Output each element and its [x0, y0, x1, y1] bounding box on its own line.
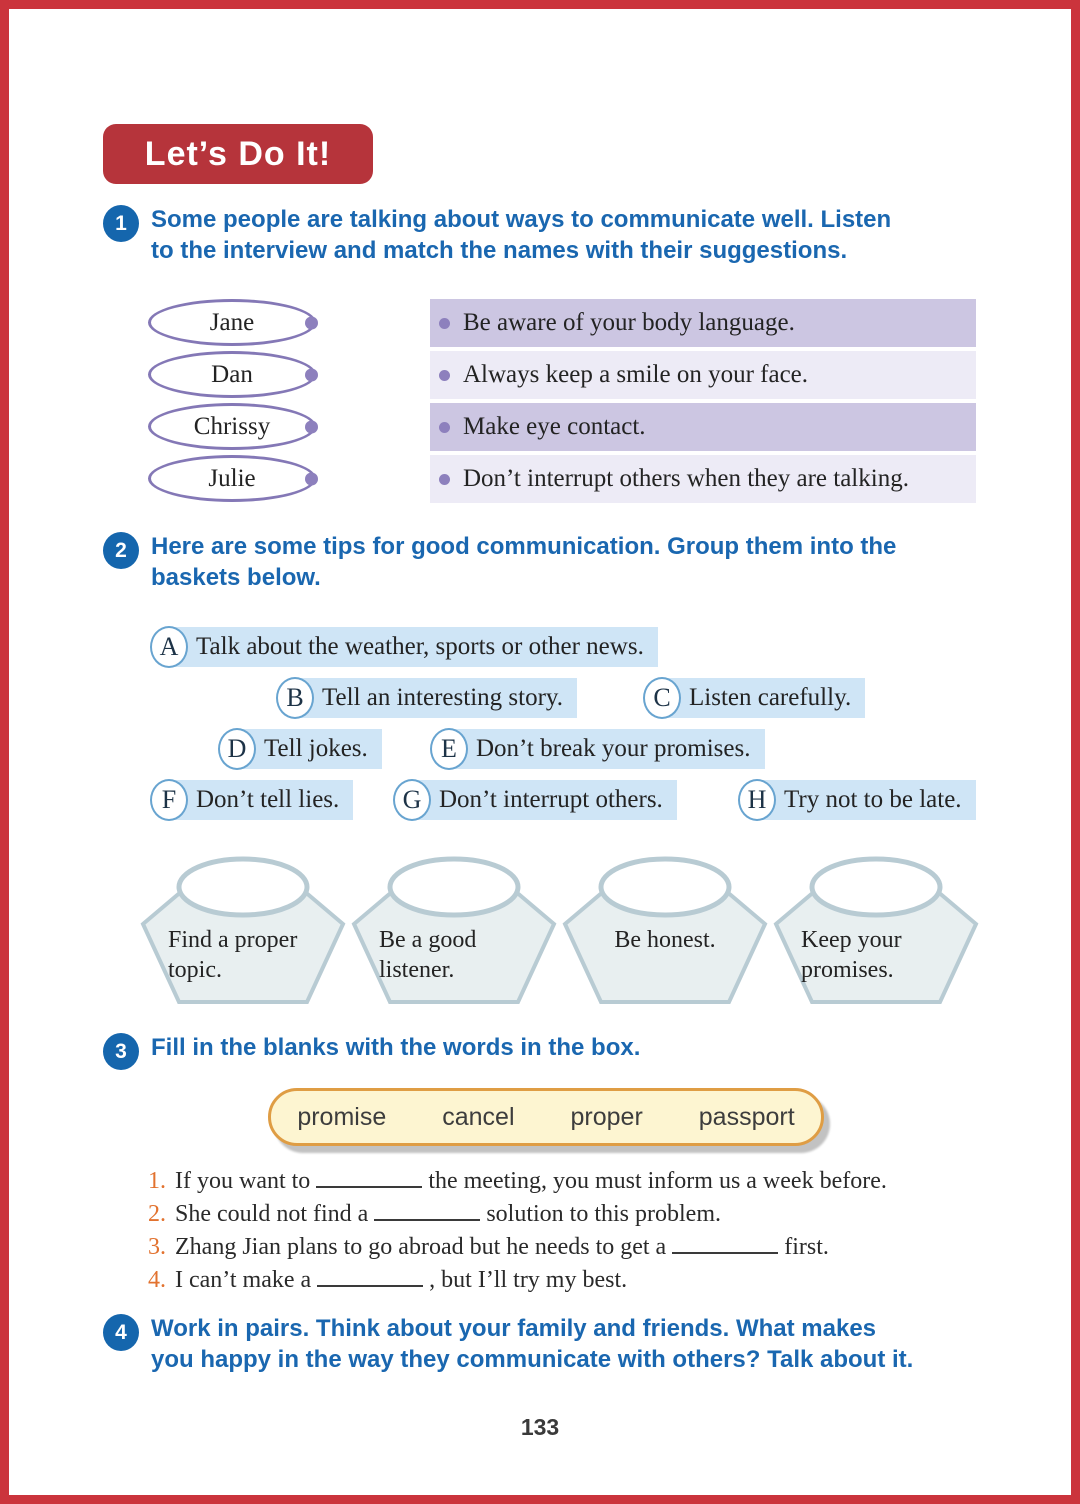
bullet-dot: [439, 422, 450, 433]
sentence-number: 2.: [148, 1201, 166, 1227]
basket-find-a-proper-topic: [143, 853, 343, 1005]
sentence-4: 4. I can’t make a , but I’ll try my best.: [148, 1267, 628, 1293]
exercise-3-instruction: Fill in the blanks with the words in the box.: [151, 1034, 641, 1061]
exercise-4-instruction: Work in pairs. Think about your family and friends. What makes you happy in the way they communicate with others? Talk about it.: [151, 1315, 914, 1373]
basket-keep-your-promises: [776, 853, 976, 1005]
section-banner-title: Let’s Do It!: [144, 134, 332, 173]
word-box-word: proper: [570, 1102, 643, 1131]
sentence-2: 2. She could not find a solution to this problem.: [148, 1201, 721, 1227]
tip-d: D Tell jokes.: [218, 727, 382, 771]
tip-letter-circle: H: [738, 779, 776, 821]
answer-blank: [672, 1232, 778, 1254]
word-box-word: promise: [297, 1102, 387, 1131]
exercise-2-instruction: Here are some tips for good communication. Group them into the baskets below.: [151, 533, 897, 591]
section-banner: [103, 124, 373, 184]
exercise-2-header: [103, 531, 896, 593]
tip-letter-circle: A: [150, 626, 188, 668]
tip-letter-circle: E: [430, 728, 468, 770]
exercise-4-number-badge: 4: [103, 1314, 139, 1351]
matching-area: [148, 299, 978, 504]
tip-letter-circle: C: [643, 677, 681, 719]
bullet-dot: [439, 370, 450, 381]
suggestion-row: Always keep a smile on your face.: [430, 351, 976, 399]
tip-b: B Tell an interesting story.: [276, 676, 577, 720]
exercise-1-header: [103, 204, 891, 266]
exercise-3-header: [103, 1032, 640, 1070]
basket-label: Find a proper topic.: [168, 927, 298, 983]
bullet-dot: [439, 474, 450, 485]
answer-blank: [316, 1166, 422, 1188]
name-oval-dan: Dan: [148, 351, 316, 398]
tip-f: F Don’t tell lies.: [150, 778, 353, 822]
sentence-number: 1.: [148, 1168, 166, 1194]
basket-label: Be honest.: [614, 927, 716, 953]
name-oval-julie: Julie: [148, 455, 316, 502]
tip-e: E Don’t break your promises.: [430, 727, 765, 771]
connector-dot: [305, 472, 318, 485]
tip-letter-circle: D: [218, 728, 256, 770]
connector-dot: [305, 368, 318, 381]
basket-be-a-good-listener: [354, 853, 554, 1005]
word-box-word: passport: [698, 1102, 795, 1131]
suggestion-list: [430, 299, 976, 503]
basket-label: Keep your promises.: [801, 927, 902, 983]
baskets-row: [143, 853, 983, 1005]
basket-label: Be a good listener.: [379, 927, 477, 983]
basket-be-honest: [565, 853, 765, 1005]
bullet-dot: [439, 318, 450, 329]
exercise-4-header: [103, 1313, 913, 1375]
suggestion-row: Don’t interrupt others when they are talking.: [430, 455, 976, 503]
sentence-number: 3.: [148, 1234, 166, 1260]
tip-letter-circle: F: [150, 779, 188, 821]
exercise-3-number-badge: 3: [103, 1033, 139, 1070]
answer-blank: [317, 1265, 423, 1287]
exercise-1-instruction: Some people are talking about ways to communicate well. Listen to the interview and match the names with their suggestions.: [151, 206, 892, 264]
answer-blank: [374, 1199, 480, 1221]
fill-in-sentences: [148, 1166, 1028, 1298]
page-number: 133: [520, 1414, 560, 1440]
tip-h: H Try not to be late.: [738, 778, 976, 822]
connector-dot: [305, 316, 318, 329]
tip-a: A Talk about the weather, sports or other news.: [150, 625, 658, 669]
connector-dot: [305, 420, 318, 433]
sentence-number: 4.: [148, 1267, 166, 1293]
name-ovals: [148, 299, 316, 502]
word-box-word: cancel: [442, 1102, 515, 1131]
exercise-1-number-badge: 1: [103, 205, 139, 242]
name-oval-chrissy: Chrissy: [148, 403, 316, 450]
tip-g: G Don’t interrupt others.: [393, 778, 677, 822]
name-oval-jane: Jane: [148, 299, 316, 346]
tip-letter-circle: G: [393, 779, 431, 821]
sentence-1: 1. If you want to the meeting, you must inform us a week before.: [148, 1168, 887, 1194]
tip-letter-circle: B: [276, 677, 314, 719]
tip-c: C Listen carefully.: [643, 676, 865, 720]
suggestion-row: Be aware of your body language.: [430, 299, 976, 347]
sentence-3: 3. Zhang Jian plans to go abroad but he needs to get a first.: [148, 1234, 829, 1260]
word-box: [268, 1088, 824, 1146]
suggestion-row: Make eye contact.: [430, 403, 976, 451]
exercise-2-number-badge: 2: [103, 532, 139, 569]
